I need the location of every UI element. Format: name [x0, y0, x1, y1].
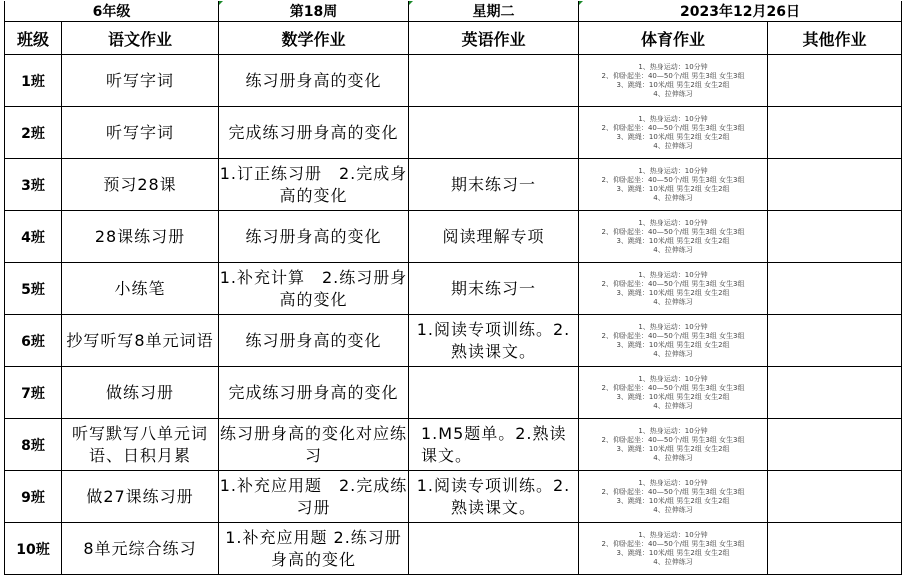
other-cell[interactable]: [768, 419, 902, 471]
other-cell[interactable]: [768, 315, 902, 367]
english-cell[interactable]: 1.阅读专项训练。2.熟读课文。: [409, 471, 579, 523]
other-cell[interactable]: [768, 55, 902, 107]
english-cell[interactable]: 1.M5题单。2.熟读课文。: [409, 419, 579, 471]
english-cell[interactable]: [409, 107, 579, 159]
class-cell[interactable]: 7班: [5, 367, 62, 419]
info-row: [5, 1, 902, 22]
column-header-row: [5, 22, 902, 55]
other-cell[interactable]: [768, 471, 902, 523]
col-header-chinese[interactable]: 语文作业: [62, 22, 219, 55]
english-cell[interactable]: [409, 367, 579, 419]
math-cell[interactable]: 练习册身高的变化对应练习: [219, 419, 409, 471]
homework-table: [4, 1, 902, 575]
math-cell[interactable]: 练习册身高的变化: [219, 211, 409, 263]
other-cell[interactable]: [768, 367, 902, 419]
col-header-pe[interactable]: 体育作业: [579, 22, 768, 55]
chinese-cell[interactable]: 8单元综合练习: [62, 523, 219, 575]
chinese-cell[interactable]: 28课练习册: [62, 211, 219, 263]
chinese-cell[interactable]: 做27课练习册: [62, 471, 219, 523]
table-row: [5, 55, 902, 107]
class-cell[interactable]: 3班: [5, 159, 62, 211]
math-cell[interactable]: 1.补充应用题 2.练习册身高的变化: [219, 523, 409, 575]
other-cell[interactable]: [768, 211, 902, 263]
pe-cell[interactable]: 1、热身运动：10分钟 2、仰卧起坐：40—50个/组 男生3组 女生3组 3、跳绳：10米/组 男生2组 女生2组 4、拉伸练习: [579, 419, 768, 471]
math-cell[interactable]: 完成练习册身高的变化: [219, 367, 409, 419]
table-row: [5, 107, 902, 159]
math-cell[interactable]: 完成练习册身高的变化: [219, 107, 409, 159]
class-cell[interactable]: 4班: [5, 211, 62, 263]
table-row: [5, 419, 902, 471]
pe-cell[interactable]: 1、热身运动：10分钟 2、仰卧起坐：40—50个/组 男生3组 女生3组 3、跳绳：10米/组 男生2组 女生2组 4、拉伸练习: [579, 523, 768, 575]
chinese-cell[interactable]: 预习28课: [62, 159, 219, 211]
class-cell[interactable]: 1班: [5, 55, 62, 107]
col-header-math[interactable]: 数学作业: [219, 22, 409, 55]
english-cell[interactable]: 期末练习一: [409, 263, 579, 315]
table-row: [5, 315, 902, 367]
col-header-class[interactable]: 班级: [5, 22, 62, 55]
other-cell[interactable]: [768, 263, 902, 315]
pe-cell[interactable]: 1、热身运动：10分钟 2、仰卧起坐：40—50个/组 男生3组 女生3组 3、跳绳：10米/组 男生2组 女生2组 4、拉伸练习: [579, 315, 768, 367]
pe-cell[interactable]: 1、热身运动：10分钟 2、仰卧起坐：40—50个/组 男生3组 女生3组 3、跳绳：10米/组 男生2组 女生2组 4、拉伸练习: [579, 471, 768, 523]
chinese-cell[interactable]: 听写默写八单元词语、日积月累: [62, 419, 219, 471]
table-row: [5, 471, 902, 523]
class-cell[interactable]: 5班: [5, 263, 62, 315]
math-cell[interactable]: 练习册身高的变化: [219, 315, 409, 367]
class-cell[interactable]: 9班: [5, 471, 62, 523]
english-cell[interactable]: [409, 523, 579, 575]
pe-cell[interactable]: 1、热身运动：10分钟 2、仰卧起坐：40—50个/组 男生3组 女生3组 3、跳绳：10米/组 男生2组 女生2组 4、拉伸练习: [579, 107, 768, 159]
table-row: [5, 211, 902, 263]
other-cell[interactable]: [768, 523, 902, 575]
week-cell[interactable]: 第18周: [219, 1, 409, 22]
math-cell[interactable]: 1.补充计算 2.练习册身高的变化: [219, 263, 409, 315]
chinese-cell[interactable]: 听写字词: [62, 55, 219, 107]
english-cell[interactable]: 1.阅读专项训练。2.熟读课文。: [409, 315, 579, 367]
chinese-cell[interactable]: 抄写听写8单元词语: [62, 315, 219, 367]
table-row: [5, 159, 902, 211]
math-cell[interactable]: 练习册身高的变化: [219, 55, 409, 107]
math-cell[interactable]: 1.补充应用题 2.完成练习册: [219, 471, 409, 523]
pe-cell[interactable]: 1、热身运动：10分钟 2、仰卧起坐：40—50个/组 男生3组 女生3组 3、跳绳：10米/组 男生2组 女生2组 4、拉伸练习: [579, 211, 768, 263]
pe-cell[interactable]: 1、热身运动：10分钟 2、仰卧起坐：40—50个/组 男生3组 女生3组 3、跳绳：10米/组 男生2组 女生2组 4、拉伸练习: [579, 55, 768, 107]
chinese-cell[interactable]: 小练笔: [62, 263, 219, 315]
math-cell[interactable]: 1.订正练习册 2.完成身高的变化: [219, 159, 409, 211]
col-header-other[interactable]: 其他作业: [768, 22, 902, 55]
english-cell[interactable]: [409, 55, 579, 107]
class-cell[interactable]: 2班: [5, 107, 62, 159]
english-cell[interactable]: 阅读理解专项: [409, 211, 579, 263]
table-row: [5, 367, 902, 419]
class-cell[interactable]: 6班: [5, 315, 62, 367]
english-cell[interactable]: 期末练习一: [409, 159, 579, 211]
pe-cell[interactable]: 1、热身运动：10分钟 2、仰卧起坐：40—50个/组 男生3组 女生3组 3、跳绳：10米/组 男生2组 女生2组 4、拉伸练习: [579, 159, 768, 211]
table-row: [5, 263, 902, 315]
chinese-cell[interactable]: 听写字词: [62, 107, 219, 159]
grade-cell[interactable]: 6年级: [5, 1, 219, 22]
pe-cell[interactable]: 1、热身运动：10分钟 2、仰卧起坐：40—50个/组 男生3组 女生3组 3、跳绳：10米/组 男生2组 女生2组 4、拉伸练习: [579, 367, 768, 419]
class-cell[interactable]: 8班: [5, 419, 62, 471]
table-row: [5, 523, 902, 575]
class-cell[interactable]: 10班: [5, 523, 62, 575]
weekday-cell[interactable]: 星期二: [409, 1, 579, 22]
date-cell[interactable]: 2023年12月26日: [579, 1, 902, 22]
pe-cell[interactable]: 1、热身运动：10分钟 2、仰卧起坐：40—50个/组 男生3组 女生3组 3、跳绳：10米/组 男生2组 女生2组 4、拉伸练习: [579, 263, 768, 315]
other-cell[interactable]: [768, 107, 902, 159]
chinese-cell[interactable]: 做练习册: [62, 367, 219, 419]
col-header-english[interactable]: 英语作业: [409, 22, 579, 55]
other-cell[interactable]: [768, 159, 902, 211]
